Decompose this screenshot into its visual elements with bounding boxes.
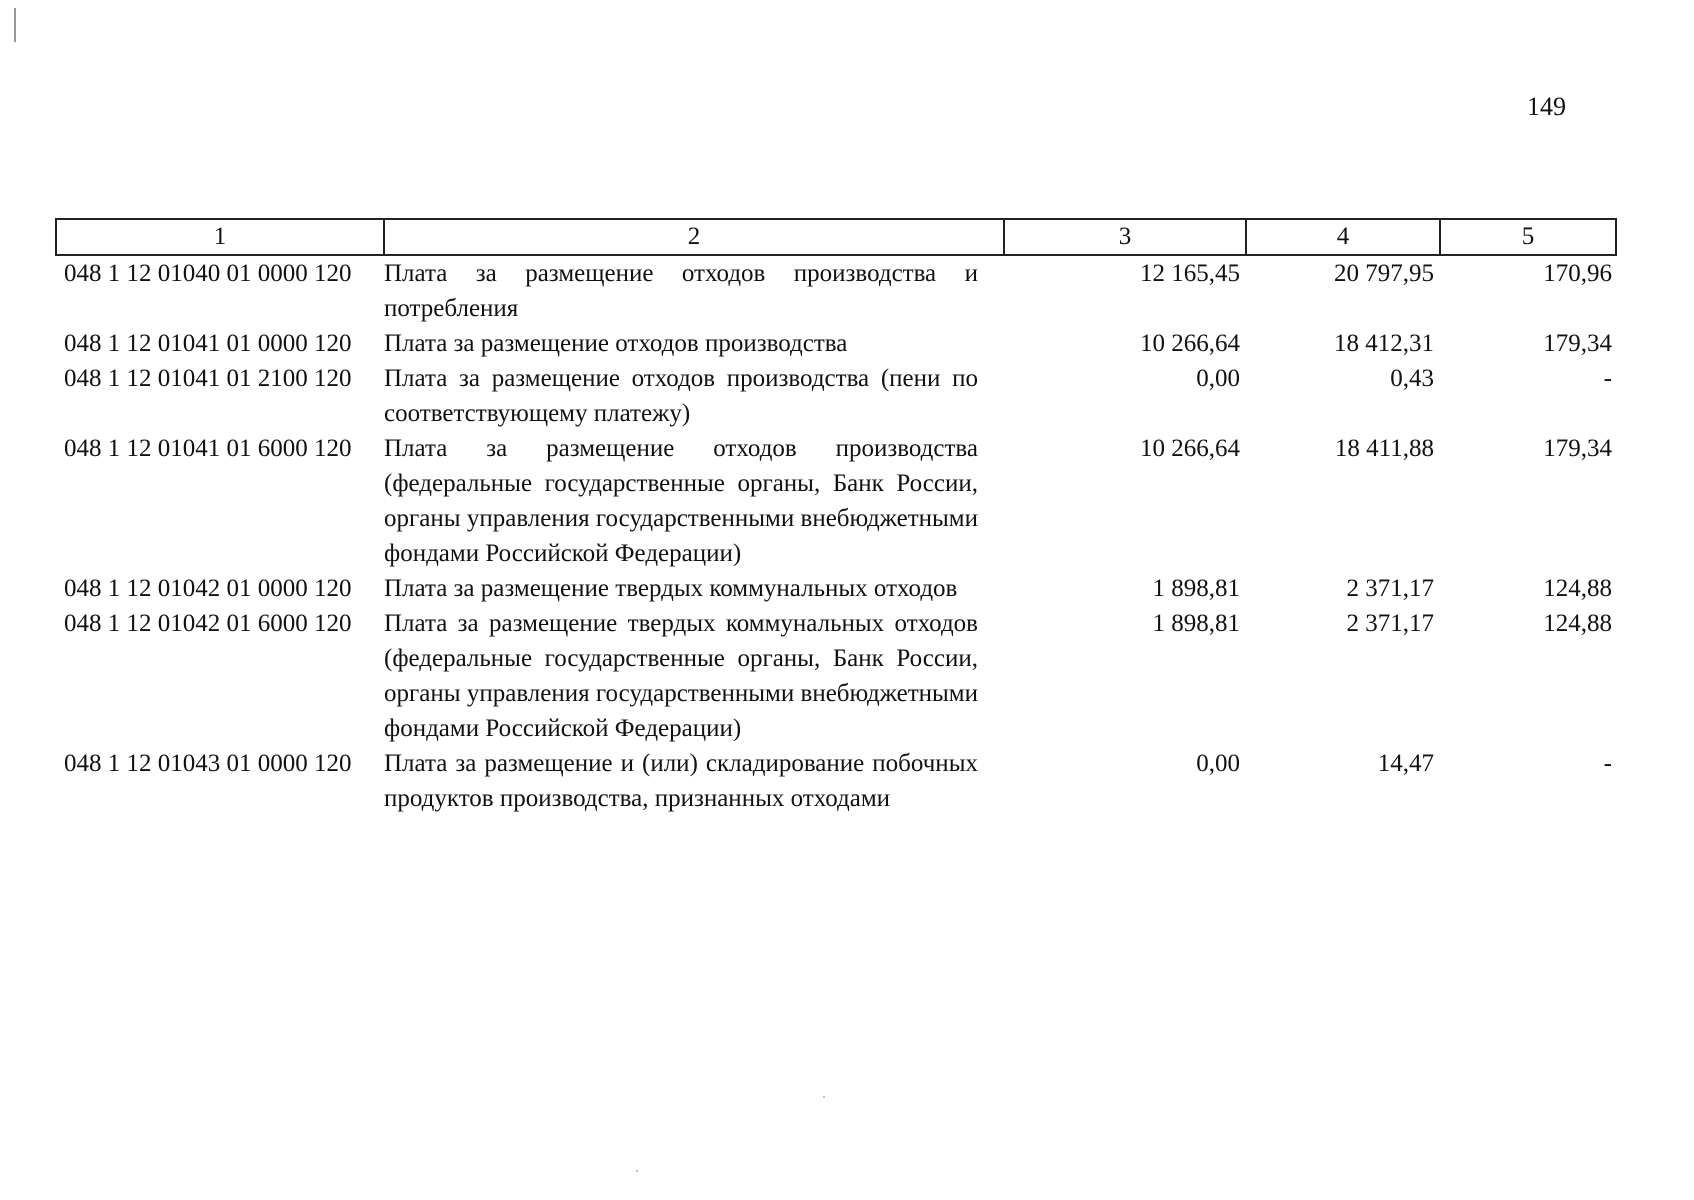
table-body <box>56 255 1616 816</box>
value-col-3: 10 266,64 <box>1140 330 1240 357</box>
table-row <box>56 361 1616 431</box>
table-header <box>56 219 1616 255</box>
value-col-5: - <box>1603 365 1612 392</box>
budget-code: 048 1 12 01041 01 0000 120 <box>64 330 352 357</box>
budget-table <box>55 218 1617 816</box>
scan-speck <box>636 1170 638 1172</box>
value-col-4: 14,47 <box>1377 750 1434 777</box>
value-col-3: 1 898,81 <box>1152 575 1240 602</box>
header-col-3: 3 <box>1004 219 1246 255</box>
budget-code: 048 1 12 01042 01 6000 120 <box>64 610 352 637</box>
header-col-1: 1 <box>56 219 384 255</box>
table-row <box>56 431 1616 571</box>
header-row <box>56 219 1616 255</box>
value-col-3: 10 266,64 <box>1140 435 1240 462</box>
table-row <box>56 326 1616 361</box>
table-row <box>56 746 1616 816</box>
table-row <box>56 255 1616 326</box>
value-col-5: 179,34 <box>1543 435 1612 462</box>
income-name: Плата за размещение твердых коммунальных отходов (федеральные государственные органы, Банк России, органы управления государственными внебюджетными фондами Российской Федерации) <box>384 610 978 742</box>
value-col-3: 1 898,81 <box>1152 610 1240 637</box>
value-col-5: - <box>1603 750 1612 777</box>
page-number: 149 <box>1527 92 1566 121</box>
value-col-5: 124,88 <box>1543 575 1612 602</box>
scan-speck <box>823 1096 825 1098</box>
value-col-5: 170,96 <box>1543 260 1612 287</box>
value-col-4: 20 797,95 <box>1334 260 1434 287</box>
value-col-3: 0,00 <box>1196 365 1240 392</box>
header-col-2: 2 <box>384 219 1004 255</box>
income-name: Плата за размещение отходов производства <box>384 330 848 357</box>
income-name: Плата за размещение отходов производства и потребления <box>384 260 978 322</box>
value-col-4: 2 371,17 <box>1346 610 1434 637</box>
value-col-5: 179,34 <box>1543 330 1612 357</box>
budget-code: 048 1 12 01041 01 2100 120 <box>64 365 352 392</box>
budget-code: 048 1 12 01040 01 0000 120 <box>64 260 352 287</box>
budget-code: 048 1 12 01041 01 6000 120 <box>64 435 352 462</box>
value-col-5: 124,88 <box>1543 610 1612 637</box>
value-col-3: 12 165,45 <box>1140 260 1240 287</box>
value-col-4: 18 411,88 <box>1334 435 1434 462</box>
value-col-4: 0,43 <box>1390 365 1434 392</box>
value-col-3: 0,00 <box>1196 750 1240 777</box>
budget-code: 048 1 12 01043 01 0000 120 <box>64 750 352 777</box>
table-row <box>56 571 1616 606</box>
income-name: Плата за размещение твердых коммунальных отходов <box>384 575 958 602</box>
value-col-4: 18 412,31 <box>1334 330 1434 357</box>
income-name: Плата за размещение отходов производства (федеральные государственные органы, Банк России, органы управления государственными внебюджетными фондами Российской Федерации) <box>384 435 978 567</box>
scan-edge-mark <box>14 8 16 42</box>
header-col-5: 5 <box>1440 219 1616 255</box>
income-name: Плата за размещение и (или) складирование побочных продуктов производства, признанных отходами <box>384 750 978 812</box>
header-col-4: 4 <box>1246 219 1440 255</box>
income-name: Плата за размещение отходов производства (пени по соответствующему платежу) <box>384 365 978 427</box>
value-col-4: 2 371,17 <box>1346 575 1434 602</box>
budget-code: 048 1 12 01042 01 0000 120 <box>64 575 352 602</box>
table-row <box>56 606 1616 746</box>
